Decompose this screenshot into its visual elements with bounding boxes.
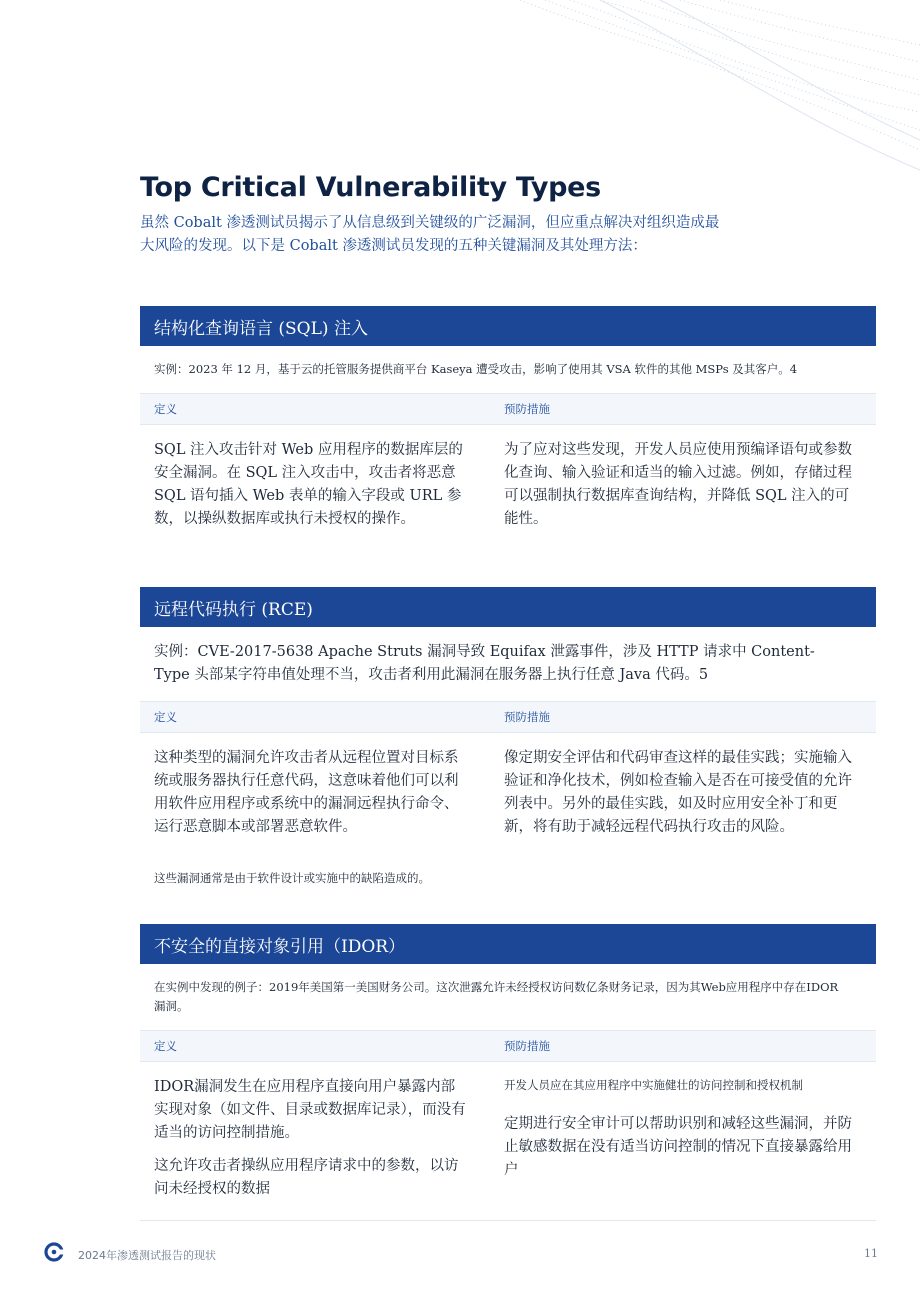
column-header-row	[140, 701, 876, 733]
definition-text-2: 这允许攻击者操纵应用程序请求中的参数，以访问未经授权的数据	[154, 1158, 459, 1197]
prevention-text: 为了应对这些发现，开发人员应使用预编译语句或参数化查询、输入验证和适当的输入过滤。例如，存储过程可以强制执行数据库查询结构，并降低 SQL 注入的可能性。	[504, 442, 852, 527]
intro-paragraph: 虽然 Cobalt 渗透测试员揭示了从信息级到关键级的广泛漏洞，但应重点解决对组织造成最大风险的发现。以下是 Cobalt 渗透测试员发现的五种关键漏洞及其处理方法：	[140, 215, 720, 254]
section-title: 不安全的直接对象引用（IDOR）	[140, 924, 876, 964]
section-example: 实例：2023 年 12 月，基于云的托管服务提供商平台 Kaseya 遭受攻击，影响了使用其 VSA 软件的其他 MSPs 及其客户。4	[154, 362, 798, 376]
prevention-text: 开发人员应在其应用程序中实施健壮的访问控制和授权机制	[504, 1078, 803, 1092]
section-columns	[140, 747, 876, 917]
prevention-text-2: 定期进行安全审计可以帮助识别和减轻这些漏洞，并防止敏感数据在没有适当访问控制的情况下直接暴露给用户	[504, 1116, 852, 1178]
definition-column	[154, 1076, 466, 1201]
page-number: 11	[864, 1247, 878, 1260]
definition-text: SQL 注入攻击针对 Web 应用程序的数据库层的安全漏洞。在 SQL 注入攻击中，攻击者将恶意 SQL 语句插入 Web 表单的输入字段或 URL 参数，以操纵数据库或执行未授权的操作。	[154, 442, 463, 527]
section-sql-injection	[140, 306, 876, 569]
column-header-row	[140, 393, 876, 425]
definition-text: 这种类型的漏洞允许攻击者从远程位置对目标系统或服务器执行任意代码，这意味着他们可以利用软件应用程序或系统中的漏洞远程执行命令、运行恶意脚本或部署恶意软件。	[154, 750, 459, 835]
definition-label: 定义	[154, 402, 177, 416]
definition-label: 定义	[154, 710, 177, 724]
prevention-column	[504, 1076, 858, 1182]
decorative-wave-pattern	[0, 0, 920, 180]
cobalt-logo-icon	[44, 1242, 64, 1262]
section-title: 远程代码执行 (RCE)	[140, 587, 876, 627]
prevention-text: 像定期安全评估和代码审查这样的最佳实践；实施输入验证和净化技术，例如检查输入是否在可接受值的允许列表中。另外的最佳实践，如及时应用安全补丁和更新，将有助于减轻远程代码执行攻击的风险。	[504, 750, 852, 835]
section-example: 实例：CVE-2017-5638 Apache Struts 漏洞导致 Equifax 泄露事件，涉及 HTTP 请求中 Content-Type 头部某字符串值处理不当，攻击者利用此漏洞在服务器上执行任意 Java 代码。5	[154, 644, 815, 683]
section-rce	[140, 587, 876, 917]
section-title: 结构化查询语言 (SQL) 注入	[140, 306, 876, 346]
column-header-row	[140, 1030, 876, 1062]
definition-text: IDOR漏洞发生在应用程序直接向用户暴露内部实现对象（如文件、目录或数据库记录），而没有适当的访问控制措施。	[154, 1079, 466, 1141]
prevention-label: 预防措施	[504, 402, 550, 416]
section-example: 在实例中发现的例子：2019年美国第一美国财务公司。这次泄露允许未经授权访问数亿条财务记录，因为其Web应用程序中存在IDOR漏洞。	[154, 980, 839, 1013]
definition-note: 这些漏洞通常是由于软件设计或实施中的缺陷造成的。	[154, 871, 430, 885]
footer-divider	[140, 1220, 876, 1221]
prevention-label: 预防措施	[504, 1039, 550, 1053]
section-columns	[140, 439, 876, 569]
section-idor	[140, 924, 876, 1216]
definition-label: 定义	[154, 1039, 177, 1053]
section-columns	[140, 1076, 876, 1216]
footer-report-title: 2024年渗透测试报告的现状	[78, 1249, 216, 1262]
prevention-label: 预防措施	[504, 710, 550, 724]
page-title: Top Critical Vulnerability Types	[140, 172, 601, 203]
